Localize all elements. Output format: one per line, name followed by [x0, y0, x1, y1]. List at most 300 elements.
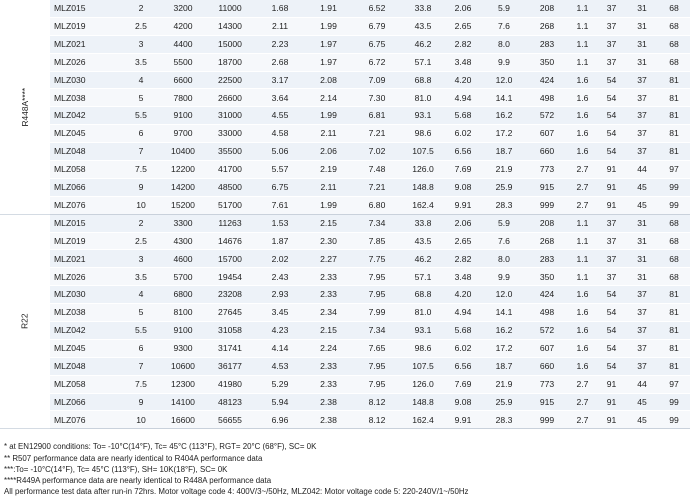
- value-cell: 2.5: [121, 17, 161, 35]
- value-cell: 12200: [161, 161, 205, 179]
- value-cell: 3.5: [121, 268, 161, 286]
- table-row: [0, 250, 690, 268]
- value-cell: 37: [597, 35, 626, 53]
- model-cell: MLZ042: [50, 322, 121, 340]
- value-cell: 2.38: [305, 411, 352, 429]
- value-cell: 37: [626, 125, 658, 143]
- value-cell: 7.69: [444, 161, 482, 179]
- value-cell: 98.6: [402, 125, 444, 143]
- value-cell: 22500: [205, 71, 255, 89]
- value-cell: 7: [121, 143, 161, 161]
- value-cell: 2.24: [305, 339, 352, 357]
- model-cell: MLZ042: [50, 107, 121, 125]
- value-cell: 1.6: [568, 89, 597, 107]
- value-cell: 6.75: [352, 35, 402, 53]
- value-cell: 915: [526, 393, 568, 411]
- value-cell: 2.5: [121, 232, 161, 250]
- value-cell: 10400: [161, 143, 205, 161]
- model-cell: MLZ076: [50, 411, 121, 429]
- value-cell: 7.65: [352, 339, 402, 357]
- value-cell: 68: [658, 250, 690, 268]
- value-cell: 4.55: [255, 107, 305, 125]
- value-cell: 162.4: [402, 411, 444, 429]
- value-cell: 48500: [205, 178, 255, 196]
- value-cell: 1.99: [305, 107, 352, 125]
- value-cell: 6: [121, 339, 161, 357]
- value-cell: 4.53: [255, 357, 305, 375]
- refrigerant-label: R22: [19, 313, 30, 330]
- value-cell: 17.2: [482, 339, 526, 357]
- value-cell: 2.43: [255, 268, 305, 286]
- value-cell: 54: [597, 304, 626, 322]
- value-cell: 81: [658, 125, 690, 143]
- value-cell: 5.06: [255, 143, 305, 161]
- value-cell: 9.91: [444, 411, 482, 429]
- footnote-line: ** R507 performance data are nearly identical to R404A performance data: [4, 453, 263, 463]
- value-cell: 37: [626, 89, 658, 107]
- value-cell: 7.34: [352, 322, 402, 340]
- model-cell: MLZ066: [50, 393, 121, 411]
- value-cell: 93.1: [402, 107, 444, 125]
- value-cell: 7.95: [352, 286, 402, 304]
- value-cell: 126.0: [402, 161, 444, 179]
- value-cell: 43.5: [402, 232, 444, 250]
- value-cell: 2.82: [444, 35, 482, 53]
- value-cell: 9.9: [482, 53, 526, 71]
- table-row: [0, 107, 690, 125]
- table-row: [0, 89, 690, 107]
- value-cell: 5.57: [255, 161, 305, 179]
- value-cell: 5: [121, 89, 161, 107]
- value-cell: 126.0: [402, 375, 444, 393]
- value-cell: 3300: [161, 214, 205, 232]
- value-cell: 68: [658, 53, 690, 71]
- value-cell: 268: [526, 232, 568, 250]
- value-cell: 23208: [205, 286, 255, 304]
- value-cell: 8.0: [482, 250, 526, 268]
- value-cell: 4.94: [444, 89, 482, 107]
- value-cell: 5700: [161, 268, 205, 286]
- value-cell: 91: [597, 411, 626, 429]
- value-cell: 7.69: [444, 375, 482, 393]
- value-cell: 4: [121, 71, 161, 89]
- value-cell: 2.68: [255, 53, 305, 71]
- model-cell: MLZ021: [50, 250, 121, 268]
- value-cell: 2.33: [305, 357, 352, 375]
- value-cell: 4400: [161, 35, 205, 53]
- value-cell: 4: [121, 286, 161, 304]
- table-row: [0, 339, 690, 357]
- value-cell: 2.38: [305, 393, 352, 411]
- table-row: [0, 17, 690, 35]
- value-cell: 3.17: [255, 71, 305, 89]
- value-cell: 68.8: [402, 286, 444, 304]
- value-cell: 208: [526, 214, 568, 232]
- value-cell: 660: [526, 143, 568, 161]
- value-cell: 31741: [205, 339, 255, 357]
- value-cell: 6.96: [255, 411, 305, 429]
- footnote-line: All performance test data after run-in 72hrs. Motor voltage code 4: 400V/3~/50Hz, MLZ042: Motor voltage code 5: 220-240V/1~/50Hz: [4, 487, 469, 497]
- value-cell: 31: [626, 53, 658, 71]
- model-cell: MLZ076: [50, 196, 121, 214]
- value-cell: 9.91: [444, 196, 482, 214]
- value-cell: 17.2: [482, 125, 526, 143]
- model-cell: MLZ048: [50, 143, 121, 161]
- value-cell: 1.6: [568, 322, 597, 340]
- value-cell: 8.12: [352, 411, 402, 429]
- model-cell: MLZ045: [50, 339, 121, 357]
- value-cell: 21.9: [482, 161, 526, 179]
- value-cell: 2.27: [305, 250, 352, 268]
- value-cell: 45: [626, 411, 658, 429]
- value-cell: 31: [626, 250, 658, 268]
- value-cell: 26600: [205, 89, 255, 107]
- model-cell: MLZ030: [50, 286, 121, 304]
- value-cell: 68: [658, 268, 690, 286]
- value-cell: 4.58: [255, 125, 305, 143]
- value-cell: 2.7: [568, 196, 597, 214]
- model-cell: MLZ021: [50, 35, 121, 53]
- value-cell: 7.95: [352, 375, 402, 393]
- value-cell: 81: [658, 71, 690, 89]
- table-row: [0, 0, 690, 17]
- value-cell: 7.02: [352, 143, 402, 161]
- value-cell: 7.95: [352, 357, 402, 375]
- value-cell: 2.23: [255, 35, 305, 53]
- value-cell: 99: [658, 196, 690, 214]
- value-cell: 4.20: [444, 71, 482, 89]
- value-cell: 81: [658, 143, 690, 161]
- value-cell: 7.21: [352, 178, 402, 196]
- value-cell: 54: [597, 143, 626, 161]
- value-cell: 7: [121, 357, 161, 375]
- model-cell: MLZ015: [50, 214, 121, 232]
- value-cell: 51700: [205, 196, 255, 214]
- table-row: [0, 161, 690, 179]
- value-cell: 31: [626, 268, 658, 286]
- value-cell: 9: [121, 178, 161, 196]
- value-cell: 2.30: [305, 232, 352, 250]
- value-cell: 2.34: [305, 304, 352, 322]
- value-cell: 98.6: [402, 339, 444, 357]
- table-row: [0, 53, 690, 71]
- value-cell: 8100: [161, 304, 205, 322]
- value-cell: 37: [626, 143, 658, 161]
- table-row: [0, 393, 690, 411]
- value-cell: 93.1: [402, 322, 444, 340]
- value-cell: 2.06: [444, 214, 482, 232]
- value-cell: 31: [626, 35, 658, 53]
- value-cell: 2.15: [305, 322, 352, 340]
- value-cell: 46.2: [402, 250, 444, 268]
- value-cell: 45: [626, 178, 658, 196]
- value-cell: 44: [626, 161, 658, 179]
- table-row: [0, 35, 690, 53]
- value-cell: 31: [626, 0, 658, 17]
- value-cell: 283: [526, 250, 568, 268]
- model-cell: MLZ019: [50, 232, 121, 250]
- value-cell: 7.48: [352, 161, 402, 179]
- value-cell: 37: [626, 304, 658, 322]
- value-cell: 18.7: [482, 143, 526, 161]
- model-cell: MLZ015: [50, 0, 121, 17]
- value-cell: 25.9: [482, 393, 526, 411]
- table-row: [0, 357, 690, 375]
- value-cell: 33000: [205, 125, 255, 143]
- value-cell: 99: [658, 393, 690, 411]
- value-cell: 283: [526, 35, 568, 53]
- value-cell: 81: [658, 357, 690, 375]
- table-row: [0, 232, 690, 250]
- value-cell: 7.99: [352, 304, 402, 322]
- value-cell: 4.20: [444, 286, 482, 304]
- value-cell: 7.95: [352, 268, 402, 286]
- value-cell: 1.99: [305, 196, 352, 214]
- value-cell: 33.8: [402, 0, 444, 17]
- value-cell: 6.56: [444, 357, 482, 375]
- value-cell: 1.6: [568, 357, 597, 375]
- value-cell: 68: [658, 214, 690, 232]
- value-cell: 81.0: [402, 89, 444, 107]
- value-cell: 28.3: [482, 196, 526, 214]
- value-cell: 12.0: [482, 71, 526, 89]
- value-cell: 14300: [205, 17, 255, 35]
- model-cell: MLZ048: [50, 357, 121, 375]
- value-cell: 1.87: [255, 232, 305, 250]
- value-cell: 35500: [205, 143, 255, 161]
- table-row: [0, 125, 690, 143]
- value-cell: 999: [526, 411, 568, 429]
- value-cell: 7.5: [121, 375, 161, 393]
- value-cell: 91: [597, 161, 626, 179]
- model-cell: MLZ026: [50, 53, 121, 71]
- value-cell: 5.9: [482, 0, 526, 17]
- refrigerant-group-label: [0, 0, 50, 214]
- value-cell: 7.85: [352, 232, 402, 250]
- value-cell: 1.1: [568, 232, 597, 250]
- value-cell: 424: [526, 286, 568, 304]
- value-cell: 773: [526, 161, 568, 179]
- value-cell: 3.45: [255, 304, 305, 322]
- model-cell: MLZ030: [50, 71, 121, 89]
- value-cell: 54: [597, 286, 626, 304]
- value-cell: 16600: [161, 411, 205, 429]
- value-cell: 14676: [205, 232, 255, 250]
- value-cell: 45: [626, 393, 658, 411]
- value-cell: 6.80: [352, 196, 402, 214]
- value-cell: 7.30: [352, 89, 402, 107]
- value-cell: 15200: [161, 196, 205, 214]
- value-cell: 2: [121, 0, 161, 17]
- value-cell: 1.1: [568, 53, 597, 71]
- value-cell: 2.7: [568, 411, 597, 429]
- value-cell: 91: [597, 178, 626, 196]
- model-cell: MLZ058: [50, 375, 121, 393]
- table-row: [0, 196, 690, 214]
- value-cell: 19454: [205, 268, 255, 286]
- value-cell: 3.48: [444, 268, 482, 286]
- footnote-line: ****R449A performance data are nearly identical to R448A performance data: [4, 475, 272, 485]
- value-cell: 660: [526, 357, 568, 375]
- value-cell: 8.0: [482, 35, 526, 53]
- value-cell: 31058: [205, 322, 255, 340]
- value-cell: 2.7: [568, 393, 597, 411]
- value-cell: 9.9: [482, 268, 526, 286]
- value-cell: 4600: [161, 250, 205, 268]
- value-cell: 2.02: [255, 250, 305, 268]
- value-cell: 1.99: [305, 17, 352, 35]
- value-cell: 6.79: [352, 17, 402, 35]
- value-cell: 2.7: [568, 375, 597, 393]
- value-cell: 1.6: [568, 339, 597, 357]
- value-cell: 2.08: [305, 71, 352, 89]
- value-cell: 1.6: [568, 107, 597, 125]
- value-cell: 2.93: [255, 286, 305, 304]
- value-cell: 4.94: [444, 304, 482, 322]
- value-cell: 54: [597, 107, 626, 125]
- value-cell: 1.97: [305, 35, 352, 53]
- value-cell: 37: [597, 17, 626, 35]
- value-cell: 2.33: [305, 375, 352, 393]
- value-cell: 9: [121, 393, 161, 411]
- value-cell: 54: [597, 71, 626, 89]
- value-cell: 36177: [205, 357, 255, 375]
- value-cell: 107.5: [402, 357, 444, 375]
- value-cell: 11000: [205, 0, 255, 17]
- value-cell: 7.6: [482, 232, 526, 250]
- value-cell: 6600: [161, 71, 205, 89]
- value-cell: 6.72: [352, 53, 402, 71]
- value-cell: 37: [626, 71, 658, 89]
- value-cell: 572: [526, 107, 568, 125]
- value-cell: 7.34: [352, 214, 402, 232]
- value-cell: 37: [597, 53, 626, 71]
- value-cell: 9.08: [444, 393, 482, 411]
- footnote-line: ***:To= -10°C(14°F), Tc= 45°C (113°F), SH= 10K(18°F), SC= 0K: [4, 464, 228, 474]
- model-cell: MLZ026: [50, 268, 121, 286]
- value-cell: 81.0: [402, 304, 444, 322]
- value-cell: 37: [626, 322, 658, 340]
- value-cell: 68: [658, 0, 690, 17]
- value-cell: 37: [597, 214, 626, 232]
- value-cell: 31: [626, 232, 658, 250]
- value-cell: 3.48: [444, 53, 482, 71]
- value-cell: 14.1: [482, 89, 526, 107]
- value-cell: 3200: [161, 0, 205, 17]
- value-cell: 3: [121, 35, 161, 53]
- value-cell: 2.06: [305, 143, 352, 161]
- value-cell: 56655: [205, 411, 255, 429]
- footnote-line: * at EN12900 conditions: To= -10°C(14°F), Tc= 45°C (113°F), RGT= 20°C (68°F), SC= 0K: [4, 442, 317, 452]
- model-cell: MLZ038: [50, 89, 121, 107]
- value-cell: 1.6: [568, 125, 597, 143]
- value-cell: 12.0: [482, 286, 526, 304]
- model-cell: MLZ045: [50, 125, 121, 143]
- value-cell: 43.5: [402, 17, 444, 35]
- value-cell: 7.21: [352, 125, 402, 143]
- value-cell: 16.2: [482, 322, 526, 340]
- value-cell: 5.68: [444, 107, 482, 125]
- value-cell: 8.12: [352, 393, 402, 411]
- value-cell: 9100: [161, 322, 205, 340]
- value-cell: 45: [626, 196, 658, 214]
- value-cell: 7.75: [352, 250, 402, 268]
- value-cell: 162.4: [402, 196, 444, 214]
- value-cell: 350: [526, 268, 568, 286]
- value-cell: 6.02: [444, 339, 482, 357]
- value-cell: 10: [121, 196, 161, 214]
- value-cell: 1.6: [568, 71, 597, 89]
- table-row: [0, 411, 690, 429]
- value-cell: 1.97: [305, 53, 352, 71]
- value-cell: 4.23: [255, 322, 305, 340]
- value-cell: 2.33: [305, 286, 352, 304]
- value-cell: 21.9: [482, 375, 526, 393]
- value-cell: 5.5: [121, 107, 161, 125]
- value-cell: 31: [626, 214, 658, 232]
- value-cell: 46.2: [402, 35, 444, 53]
- value-cell: 99: [658, 178, 690, 196]
- value-cell: 27645: [205, 304, 255, 322]
- value-cell: 1.1: [568, 214, 597, 232]
- value-cell: 2.11: [255, 17, 305, 35]
- table-row: [0, 322, 690, 340]
- value-cell: 15700: [205, 250, 255, 268]
- value-cell: 5.94: [255, 393, 305, 411]
- value-cell: 54: [597, 89, 626, 107]
- value-cell: 9700: [161, 125, 205, 143]
- value-cell: 2.15: [305, 214, 352, 232]
- value-cell: 1.1: [568, 250, 597, 268]
- table-row: [0, 375, 690, 393]
- value-cell: 25.9: [482, 178, 526, 196]
- value-cell: 2.11: [305, 125, 352, 143]
- value-cell: 9100: [161, 107, 205, 125]
- value-cell: 68.8: [402, 71, 444, 89]
- value-cell: 6800: [161, 286, 205, 304]
- value-cell: 915: [526, 178, 568, 196]
- value-cell: 57.1: [402, 53, 444, 71]
- value-cell: 91: [597, 196, 626, 214]
- footnotes: [0, 441, 650, 497]
- value-cell: 5.29: [255, 375, 305, 393]
- value-cell: 6.02: [444, 125, 482, 143]
- value-cell: 37: [597, 232, 626, 250]
- value-cell: 81: [658, 107, 690, 125]
- value-cell: 44: [626, 375, 658, 393]
- model-cell: MLZ058: [50, 161, 121, 179]
- value-cell: 1.1: [568, 35, 597, 53]
- table-row: [0, 268, 690, 286]
- value-cell: 54: [597, 357, 626, 375]
- value-cell: 107.5: [402, 143, 444, 161]
- value-cell: 5500: [161, 53, 205, 71]
- value-cell: 4300: [161, 232, 205, 250]
- value-cell: 2.65: [444, 232, 482, 250]
- value-cell: 7.61: [255, 196, 305, 214]
- value-cell: 37: [626, 357, 658, 375]
- value-cell: 48123: [205, 393, 255, 411]
- value-cell: 54: [597, 322, 626, 340]
- value-cell: 4.14: [255, 339, 305, 357]
- value-cell: 91: [597, 393, 626, 411]
- value-cell: 1.1: [568, 17, 597, 35]
- table-row: [0, 214, 690, 232]
- value-cell: 10600: [161, 357, 205, 375]
- value-cell: 28.3: [482, 411, 526, 429]
- value-cell: 6.56: [444, 143, 482, 161]
- value-cell: 2.82: [444, 250, 482, 268]
